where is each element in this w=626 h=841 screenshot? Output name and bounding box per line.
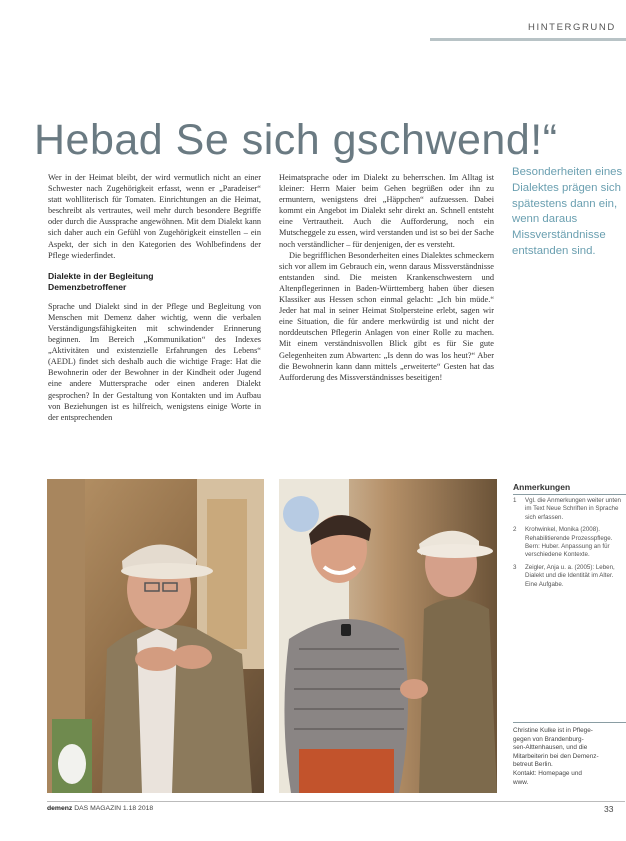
note-item — [513, 497, 626, 522]
subheading-line-2: Demenzbetroffener — [48, 281, 127, 292]
pull-quote: Besonderheiten eines Dialektes prägen sich spätestens dann ein, wenn daraus Missverständnisse entstanden sind. — [512, 166, 623, 257]
magazine-issue: DAS MAGAZIN 1.18 2018 — [74, 805, 154, 812]
magazine-name: demenz — [47, 805, 73, 812]
article-column-2 — [279, 172, 494, 383]
column1-paragraph-1: Wer in der Heimat bleibt, der wird vermutlich nicht an einer Schwester nach Zugehörigkeit erfasst, wenn er „Paradeiser“ statt wohlliterisch für Tomaten. Einrichtungen an die Heimat, beschreibt als vertrautes, weil mehr durch besondere Begriffe oder durch die Aussprache angewöhnen. Mit dem Dialekt kann sich daher auch ein Gefühl von Zugehörigkeit einstellen – ein Aspekt, der sich in den Kategorien des Wohlbefindens der Pflege wiederfindet. — [48, 173, 261, 260]
article-column-1 — [48, 172, 261, 423]
notes-title: Anmerkungen — [513, 482, 571, 492]
note-text: Krohwinkel, Monika (2008). Rehabilitierende Prozesspflege. Bern: Huber. Anpassung an für verschiedene Kontexte. — [525, 526, 613, 559]
note-text: Vgl. die Anmerkungen weiter unten im Text Neue Schriften in Sprache sich erfassen. — [525, 497, 621, 521]
author-caption: Christine Kulke ist in Pflege- gegen von Brandenburg- sen-Alttenhausen, und die Mitarbeiterin bei den Demenz- betreut Berlin. Kontakt: Homepage und www. — [513, 727, 599, 786]
note-item — [513, 564, 626, 589]
note-number: 3 — [513, 563, 517, 571]
column2-paragraph-2: Die begrifflichen Besonderheiten eines Dialektes schmeckern sich vor allem im Gebrauch ein, wenn daraus Missverständnisse entstanden sind. Die meisten Krankenschwestern und Altenpflegerinnen in Baden-Württemberg haben über diesen Klassiker aus Hessen schon einmal gelacht: „Ich bin müde.“ Jeder hat mal in seiner Heimat Stolpersteine erlebt, sagen wir eine Situation, die für andere merkwürdig ist und nicht der norddeutschen Pflegerin Anlagen von einer Rolle zu machen. Mit einem verständnisvollen Blick gibt es für Sie gute Gelegenheiten zum Abwarten: „Is denn do was los heut?“ Aber die Bewohnerin kann dann mittels „erweiterte“ Gesten hat das Aufforderung des Missverständnisses beseitigen! — [279, 250, 494, 382]
section-rule — [430, 38, 626, 41]
note-text: Zeigler, Anja u. a. (2005): Leben, Dialekt und die Identität im Alter. Eine Aufgabe. — [525, 563, 615, 588]
note-number: 2 — [513, 526, 517, 534]
notes-list — [513, 497, 626, 593]
page-number: 33 — [604, 804, 614, 814]
note-item — [513, 526, 626, 560]
column1-subheading — [48, 271, 261, 293]
notes-rule — [513, 494, 626, 495]
column1-paragraph-2: Sprache und Dialekt sind in der Pflege und Begleitung von Menschen mit Demenz daher wichtig, wenn die verbalen Verständigungsfähigkeiten mit schwindender Erinnerung beginnen. Im Bereich „Kommunikation“ des Indexes „Aktivitäten und existenzielle Erfahrungen des Lebens“ (AEDL) findet sich deshalb auch die wichtige Frage: Hat die Bewohnerin oder der Bewohner in der Kindheit oder Jugend eine andere Muttersprache oder einen anderen Dialekt gesprochen? In der Gestaltung von Kontakten und im Aufbau von Beziehungen ist es hilfreich, wenigstens einige Worte in der entsprechenden — [48, 301, 261, 422]
article-headline: Hebad Se sich gschwend!“ — [34, 115, 558, 164]
column2-paragraph-1: Heimatsprache oder im Dialekt zu beherrschen. Im Alltag ist kleiner: Herrn Maier beim Gehen begrüßen oder ihn zu ermuntern, wenigstens drei „Häppchen“ aufzuessen. Dabei kommt ein Angebot im Dialekt sehr direkt an. Schnell entsteht eine Vertrautheit. Auch die Aufforderung, noch ein Mutscheggele zu essen, wird verstanden und ist so bei der Sache noch verständlicher – für denjenigen, der es versteht. — [279, 173, 494, 249]
photo-elderly-man-image — [47, 479, 264, 793]
photo-woman-and-man-image — [279, 479, 497, 793]
footer-rule — [47, 801, 625, 802]
subheading-line-1: Dialekte in der Begleitung — [48, 270, 154, 281]
photo-elderly-man — [47, 479, 264, 793]
section-label: HINTERGRUND — [528, 22, 616, 33]
caption-rule — [513, 722, 626, 723]
note-number: 1 — [513, 497, 517, 504]
photo-woman-and-man — [279, 479, 497, 793]
footer-magazine — [47, 805, 153, 812]
